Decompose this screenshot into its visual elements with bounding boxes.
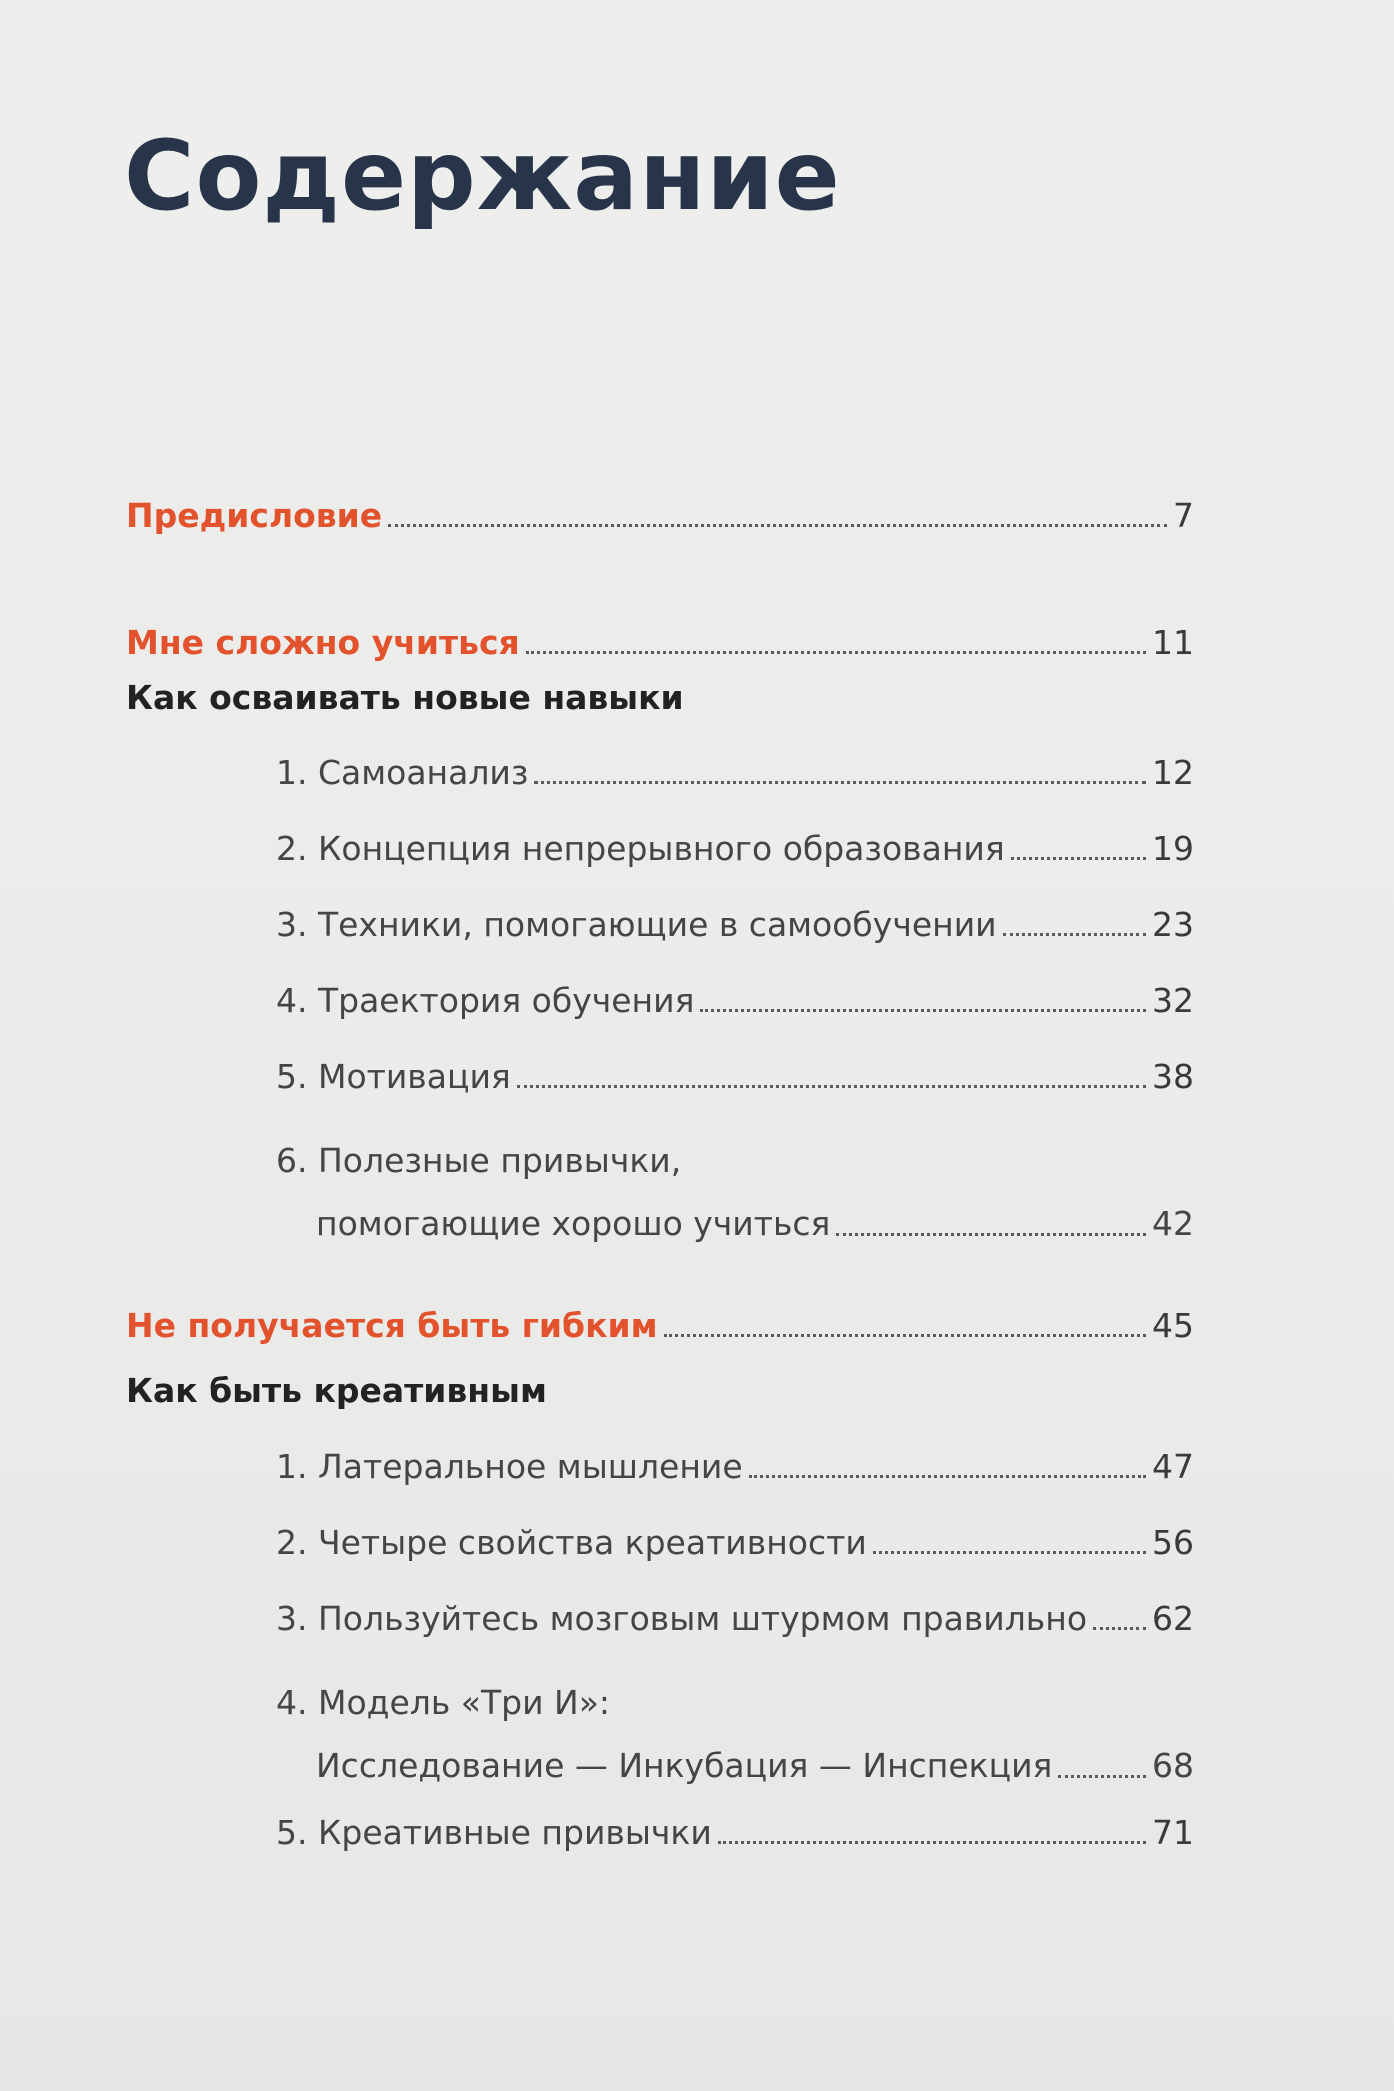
toc-chapter-label: 4. Модель «Три И»: — [276, 1683, 611, 1722]
toc-page-number: 32 — [1152, 981, 1194, 1020]
toc-chapter[interactable] — [276, 904, 1194, 945]
toc-page-number: 19 — [1152, 829, 1194, 868]
toc-part-subtitle: Как осваивать новые навыки — [126, 678, 684, 717]
toc-chapter[interactable] — [276, 1140, 1194, 1245]
toc-chapter[interactable] — [276, 1598, 1194, 1639]
toc-chapter-label: 4. Траектория обучения — [276, 981, 695, 1020]
toc-page-number: 56 — [1152, 1523, 1194, 1562]
dot-leader — [836, 1233, 1146, 1236]
toc-chapter-label: 2. Четыре свойства креативности — [276, 1523, 867, 1562]
toc-page-number: 38 — [1152, 1057, 1194, 1096]
toc-page-number: 23 — [1152, 905, 1194, 944]
toc-page-number: 11 — [1152, 623, 1194, 662]
toc-part-2[interactable] — [126, 1305, 1194, 1346]
toc-chapter[interactable] — [276, 1446, 1194, 1487]
dot-leader — [700, 1009, 1146, 1012]
toc-page-number: 12 — [1152, 753, 1194, 792]
toc-chapter-continuation — [276, 1203, 1194, 1244]
dot-leader — [517, 1085, 1146, 1088]
toc-chapter-label: 5. Мотивация — [276, 1057, 511, 1096]
toc-chapter-label: 3. Техники, помогающие в самообучении — [276, 905, 997, 944]
toc-chapter[interactable] — [276, 1056, 1194, 1097]
dot-leader — [718, 1841, 1146, 1844]
toc-chapter-label: 1. Латеральное мышление — [276, 1447, 743, 1486]
toc-chapter-continuation — [276, 1745, 1194, 1786]
dot-leader — [1058, 1775, 1146, 1778]
toc-part-label: Мне сложно учиться — [126, 623, 520, 662]
toc-chapter[interactable] — [276, 1522, 1194, 1563]
toc-page-number: 42 — [1152, 1204, 1194, 1244]
toc-page-number: 7 — [1173, 496, 1194, 535]
toc-part-subtitle: Как быть креативным — [126, 1371, 547, 1410]
toc-entry-label: Предисловие — [126, 496, 383, 535]
toc-chapter[interactable] — [276, 1682, 1194, 1787]
toc-page-number: 45 — [1152, 1306, 1194, 1345]
toc-part-1[interactable] — [126, 622, 1194, 663]
toc-chapter[interactable] — [276, 1812, 1194, 1853]
page-title: Содержание — [124, 120, 841, 232]
dot-leader — [749, 1475, 1146, 1478]
dot-leader — [388, 524, 1167, 527]
toc-page-number: 62 — [1152, 1599, 1194, 1638]
toc-chapter-label: 2. Концепция непрерывного образования — [276, 829, 1005, 868]
toc-chapter[interactable] — [276, 752, 1194, 793]
toc-page-number: 47 — [1152, 1447, 1194, 1486]
dot-leader — [1011, 857, 1146, 860]
toc-chapter-label: 1. Самоанализ — [276, 753, 529, 792]
dot-leader — [534, 781, 1146, 784]
dot-leader — [873, 1551, 1146, 1554]
dot-leader — [1093, 1627, 1146, 1630]
dot-leader — [526, 651, 1146, 654]
toc-chapter-label-line2: помогающие хорошо учиться — [316, 1204, 831, 1244]
toc-chapter-label: 5. Креативные привычки — [276, 1813, 712, 1852]
toc-chapter[interactable] — [276, 980, 1194, 1021]
toc-entry-preface[interactable] — [126, 495, 1194, 536]
toc-page-number: 68 — [1152, 1746, 1194, 1786]
toc-chapter[interactable] — [276, 828, 1194, 869]
toc-chapter-label: 6. Полезные привычки, — [276, 1141, 682, 1180]
toc-chapter-label-line2: Исследование — Инкубация — Инспекция — [316, 1746, 1053, 1786]
toc-page-number: 71 — [1152, 1813, 1194, 1852]
toc-part-label: Не получается быть гибким — [126, 1306, 658, 1345]
dot-leader — [664, 1334, 1146, 1337]
toc-chapter-label: 3. Пользуйтесь мозговым штурмом правильно — [276, 1599, 1088, 1638]
dot-leader — [1003, 933, 1146, 936]
